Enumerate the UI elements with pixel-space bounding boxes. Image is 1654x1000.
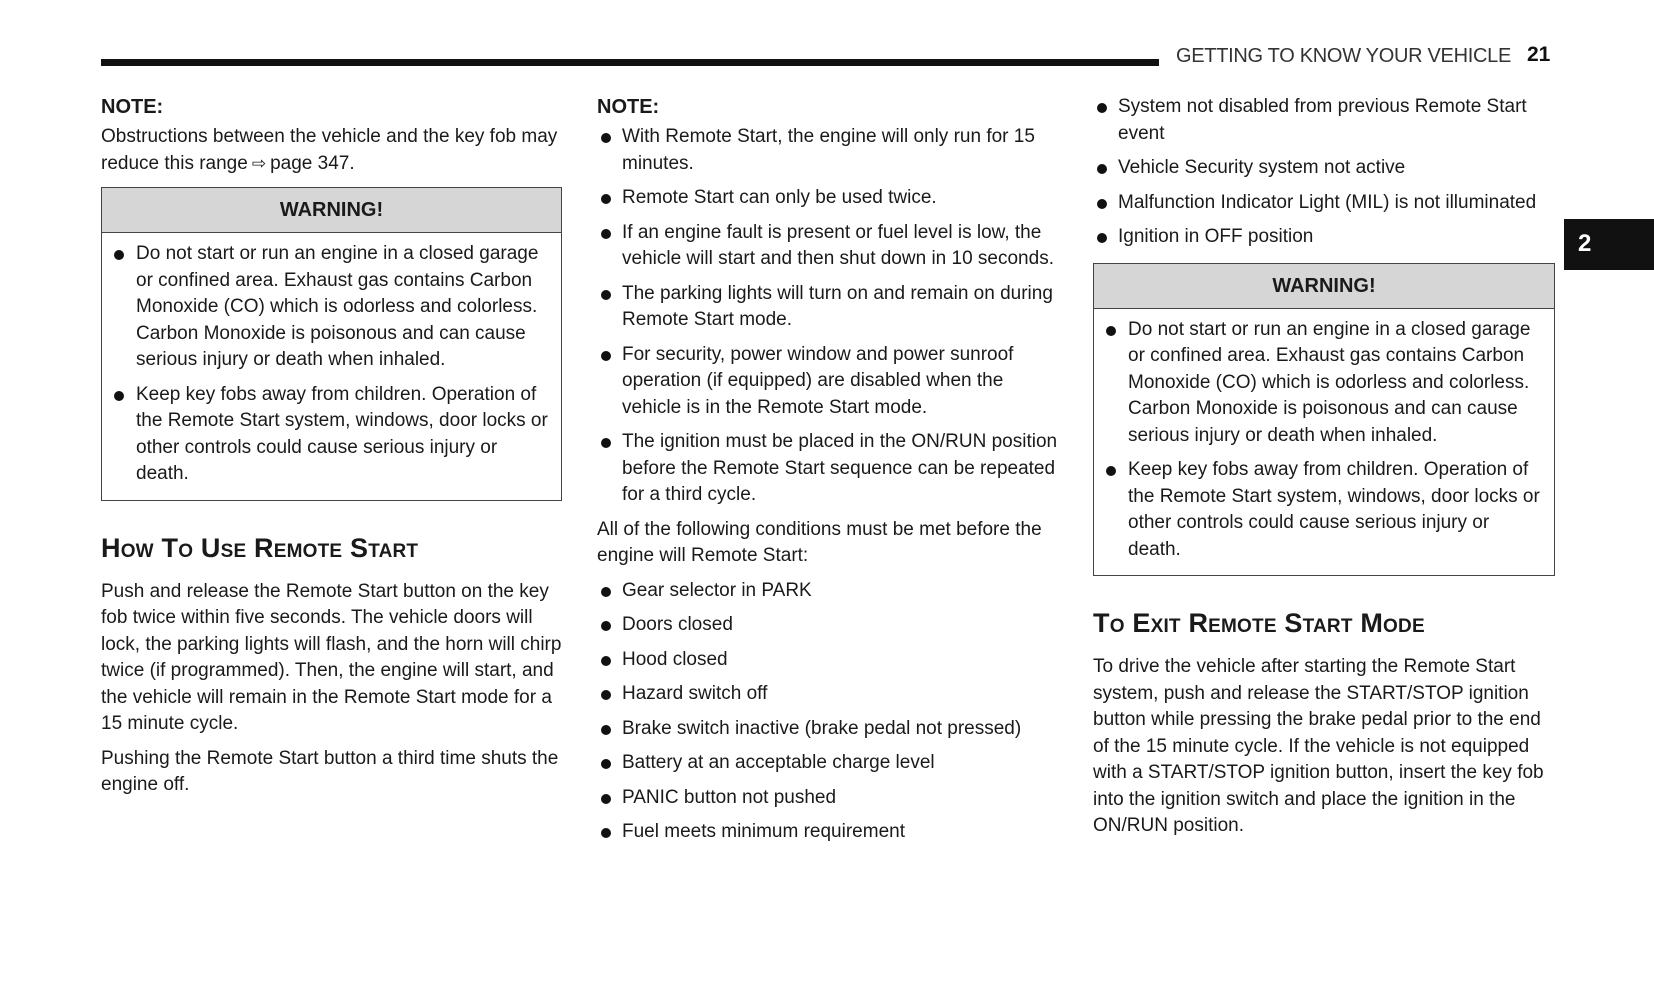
bullet-icon (601, 290, 611, 300)
condition-item-text: Hood closed (622, 648, 728, 670)
condition-item-text: Fuel meets minimum requirement (622, 821, 905, 842)
bullet-icon (1097, 103, 1107, 113)
condition-item (597, 785, 1062, 812)
note-item-text: For security, power window and power sunroof operation (if equipped) are disabled when the vehicle is in the Remote Start mode. (622, 343, 1014, 418)
bullet-icon (601, 438, 611, 448)
condition-item-text: Battery at an acceptable charge level (622, 752, 935, 773)
warning-item (1102, 317, 1544, 450)
column-right (1093, 94, 1555, 848)
warning-item (1102, 457, 1544, 563)
bullet-icon (601, 725, 611, 735)
header-rule (101, 59, 1159, 66)
body-paragraph: Pushing the Remote Start button a third time shuts the engine off. (101, 747, 559, 795)
body-paragraph: Push and release the Remote Start button on the key fob twice within five seconds. The vehicle doors will lock, the parking lights will flash, and the horn will chirp twice (if programmed). Then, the engine will start, and the vehicle will remain in the Remote Start mode for a 15 minute cycle. (101, 580, 562, 734)
condition-item-text: Ignition in OFF position (1118, 226, 1314, 247)
bullet-icon (114, 250, 124, 260)
page-reference-link[interactable]: page 347. (270, 152, 355, 174)
arrow-right-icon: ⇨ (251, 153, 267, 173)
warning-item (110, 241, 551, 374)
bullet-icon (1106, 326, 1116, 336)
bullet-icon (601, 133, 611, 143)
note-item (597, 342, 1062, 422)
warning-heading: WARNING! (1094, 264, 1554, 309)
condition-item (597, 681, 1062, 708)
bullet-icon (601, 621, 611, 631)
condition-item-text: Hazard switch off (622, 683, 768, 704)
condition-item (597, 578, 1062, 605)
condition-item (597, 647, 1062, 674)
bullet-icon (601, 351, 611, 361)
note-item (597, 429, 1062, 509)
bullet-icon (601, 194, 611, 204)
condition-item-text: PANIC button not pushed (622, 786, 837, 808)
note-item-text: With Remote Start, the engine will only run for 15 minutes. (622, 126, 1035, 174)
condition-item-text: Doors closed (622, 614, 733, 635)
condition-item (597, 716, 1062, 743)
note-item-text: Remote Start can only be used twice. (622, 187, 937, 208)
body-paragraph: To drive the vehicle after starting the Remote Start system, push and release the START/STOP ignition button while pressing the brake pedal prior to the end of the 15 minute cycle. If the vehicle is not equipped with a START/STOP ignition button, insert the key fob into the ignition switch and place the ignition in the ON/RUN position. (1093, 656, 1544, 836)
warning-heading: WARNING! (102, 188, 561, 233)
section-heading: To Exit Remote Start Mode (1093, 608, 1425, 638)
note-item (597, 124, 1062, 177)
bullet-icon (601, 229, 611, 239)
condition-item-text: Malfunction Indicator Light (MIL) is not illuminated (1118, 191, 1537, 213)
condition-item-text: Gear selector in PARK (622, 579, 812, 601)
note-item-text: The parking lights will turn on and remain on during Remote Start mode. (622, 282, 1053, 330)
warning-item-text: Keep key fobs away from children. Operation of the Remote Start system, windows, door locks or other controls could cause serious injury or death. (136, 383, 548, 484)
section-heading: How To Use Remote Start (101, 532, 419, 563)
conditions-intro: All of the following conditions must be met before the engine will Remote Start: (597, 518, 1042, 566)
note-text (101, 124, 562, 177)
bullet-icon (601, 828, 611, 838)
note-item (597, 220, 1062, 273)
bullet-icon (1097, 164, 1107, 174)
condition-item (1093, 155, 1555, 182)
warning-item (110, 382, 551, 488)
warning-item-text: Do not start or run an engine in a closed garage or confined area. Exhaust gas contains Carbon Monoxide (CO) which is odorless and colorless. Carbon Monoxide is poisonous and can cause serious injury or death when inhaled. (136, 243, 539, 370)
condition-item (1093, 94, 1555, 147)
column-middle (597, 94, 1062, 854)
page-number: 21 (1527, 43, 1551, 66)
column-left (101, 94, 562, 807)
bullet-icon (1097, 199, 1107, 209)
condition-item (597, 819, 1062, 846)
chapter-tab (1564, 219, 1654, 270)
condition-item (597, 750, 1062, 777)
note-heading: NOTE: (597, 96, 660, 118)
bullet-icon (1097, 233, 1107, 243)
warning-box (1093, 263, 1555, 577)
warning-list (1094, 309, 1554, 576)
bullet-icon (601, 759, 611, 769)
note-list (597, 124, 1062, 509)
conditions-list (1093, 94, 1555, 251)
bullet-icon (601, 794, 611, 804)
note-heading: NOTE: (101, 96, 164, 118)
chapter-tab-label: 2 (1578, 230, 1592, 257)
note-item (597, 185, 1062, 212)
conditions-list (597, 578, 1062, 846)
warning-item-text: Keep key fobs away from children. Operation of the Remote Start system, windows, door locks or other controls could cause serious injury or death. (1128, 459, 1540, 560)
section-title: GETTING TO KNOW YOUR VEHICLE (1176, 45, 1511, 67)
note-item (597, 281, 1062, 334)
warning-list (102, 233, 561, 500)
note-item-text: If an engine fault is present or fuel level is low, the vehicle will start and then shut down in 10 seconds. (622, 221, 1054, 269)
note-text-body: Obstructions between the vehicle and the key fob may reduce this range (101, 126, 558, 174)
condition-item-text: Vehicle Security system not active (1118, 157, 1406, 178)
warning-item-text: Do not start or run an engine in a closed garage or confined area. Exhaust gas contains Carbon Monoxide (CO) which is odorless and colorless. Carbon Monoxide is poisonous and can cause serious injury or death when inhaled. (1128, 318, 1531, 446)
condition-item (597, 612, 1062, 639)
condition-item-text: System not disabled from previous Remote Start event (1118, 96, 1527, 144)
bullet-icon (601, 587, 611, 597)
condition-item (1093, 190, 1555, 217)
warning-box (101, 187, 562, 501)
condition-item-text: Brake switch inactive (brake pedal not pressed) (622, 717, 1022, 739)
bullet-icon (601, 656, 611, 666)
bullet-icon (114, 391, 124, 401)
condition-item (1093, 224, 1555, 251)
bullet-icon (601, 690, 611, 700)
note-item-text: The ignition must be placed in the ON/RUN position before the Remote Start sequence can be repeated for a third cycle. (622, 431, 1058, 505)
bullet-icon (1106, 466, 1116, 476)
